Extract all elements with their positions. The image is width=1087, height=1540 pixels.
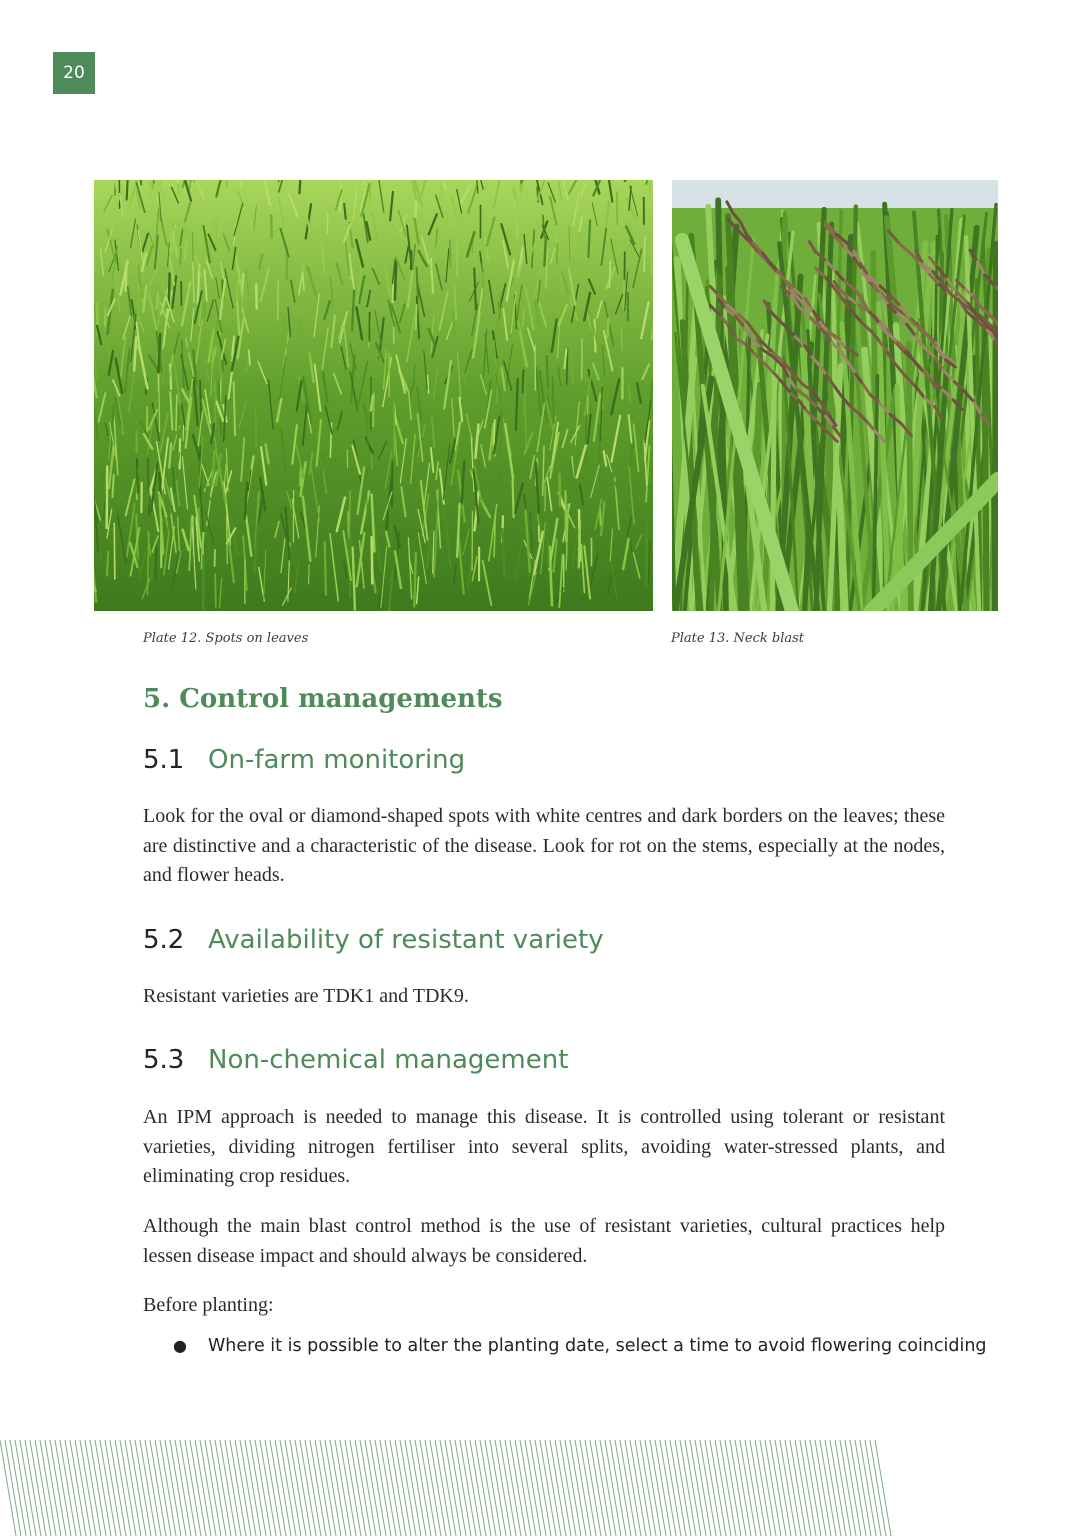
paragraph-before-planting: Before planting: xyxy=(143,1291,945,1321)
subsection-title: On-farm monitoring xyxy=(208,745,465,775)
subsection-heading-5-2 xyxy=(143,925,604,955)
caption-plate-12: Plate 12. Spots on leaves xyxy=(143,631,308,646)
paragraph-resistant-varieties: Resistant varieties are TDK1 and TDK9. xyxy=(143,982,945,1012)
subsection-title: Non-chemical management xyxy=(208,1045,568,1075)
bullet-icon: ● xyxy=(173,1336,208,1355)
section-title: 5. Control managements xyxy=(143,684,503,714)
page-number: 20 xyxy=(53,52,95,94)
photo-neck-blast xyxy=(672,180,998,611)
list-item-text: Where it is possible to alter the planting date, select a time to avoid flowering coinciding xyxy=(208,1336,987,1356)
list-item xyxy=(173,1336,953,1356)
subsection-number: 5.1 xyxy=(143,745,208,775)
subsection-title: Availability of resistant variety xyxy=(208,925,604,955)
paragraph-cultural-practices: Although the main blast control method is the use of resistant varieties, cultural practices help lessen disease impact and should always be considered. xyxy=(143,1212,945,1271)
caption-plate-13: Plate 13. Neck blast xyxy=(671,631,804,646)
paragraph-monitoring: Look for the oval or diamond-shaped spots with white centres and dark borders on the leaves; these are distinctive and a characteristic of the disease. Look for rot on the stems, especially at the nodes, and flower heads. xyxy=(143,802,945,891)
paragraph-ipm-approach: An IPM approach is needed to manage this disease. It is controlled using tolerant or resistant varieties, dividing nitrogen fertiliser into several splits, avoiding water-stressed plants, and eliminating crop residues. xyxy=(143,1103,945,1192)
photo-spots-on-leaves xyxy=(94,180,653,611)
subsection-number: 5.3 xyxy=(143,1045,208,1075)
subsection-number: 5.2 xyxy=(143,925,208,955)
subsection-heading-5-3 xyxy=(143,1045,568,1075)
decorative-stripes xyxy=(0,1440,1087,1536)
subsection-heading-5-1 xyxy=(143,745,465,775)
